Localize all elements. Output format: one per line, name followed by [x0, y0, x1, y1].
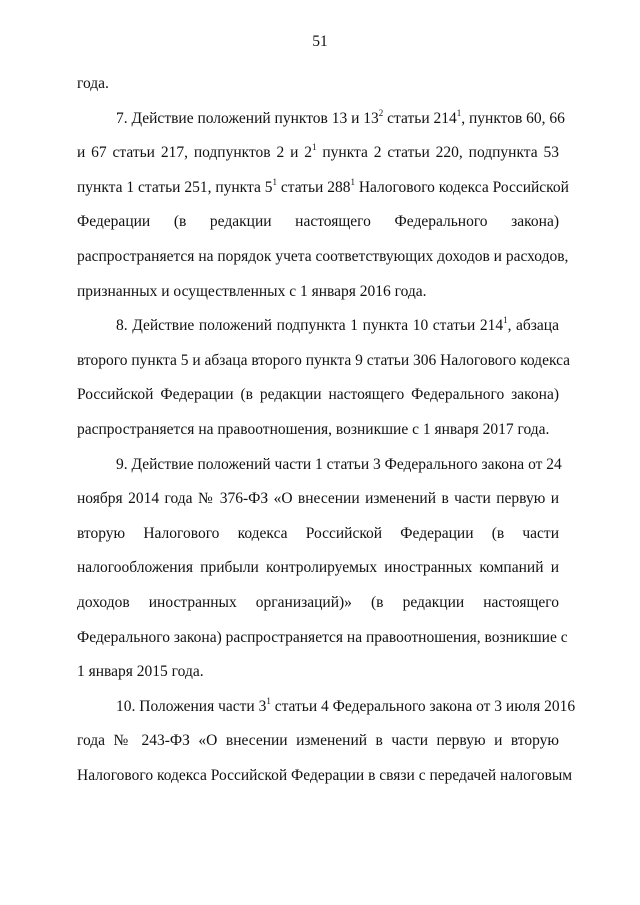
text-line: [77, 312, 559, 347]
text-run: Федерального закона) распространяется на правоотношения, возникшие с: [77, 628, 568, 646]
text-line: [77, 278, 559, 313]
superscript: 1: [456, 107, 462, 118]
text-run: статьи 288: [276, 178, 351, 196]
text-run: признанных и осуществленных с 1 января 2016 года.: [77, 282, 427, 300]
text-line: [77, 347, 571, 382]
superscript: 1: [266, 695, 271, 706]
text-line: [77, 208, 559, 243]
text-run: Налогового кодекса Российской Федерации в связи с передачей налоговым: [77, 766, 573, 784]
text-run: 8. Действие положений подпункта 1 пункта 10 статьи 214: [116, 317, 504, 335]
text-run: доходов иностранных организаций)» (в редакции настоящего: [77, 593, 559, 611]
superscript: 1: [272, 176, 277, 187]
text-line: [77, 139, 559, 174]
text-run: Налогового кодекса Российской: [354, 178, 569, 196]
text-run: распространяется на порядок учета соответствующих доходов и расходов,: [77, 247, 569, 265]
text-line: [77, 762, 573, 797]
page-number: 51: [312, 33, 328, 50]
text-line: [77, 658, 559, 693]
text-run: распространяется на правоотношения, возникшие с 1 января 2017 года.: [77, 420, 550, 438]
text-run: Федерации (в редакции настоящего Федерального закона): [77, 213, 559, 231]
text-run: Российской Федерации (в редакции настоящего Федерального закона): [77, 386, 559, 404]
text-run: и 67 статьи 217, подпунктов 2 и 2: [77, 144, 312, 162]
text-line: [77, 381, 559, 416]
text-run: ноября 2014 года № 376-ФЗ «О внесении изменений в части первую и: [77, 490, 559, 508]
text-line: [77, 451, 562, 486]
text-line: [77, 70, 559, 105]
text-line: [77, 589, 559, 624]
text-line: [77, 520, 559, 555]
superscript: 1: [350, 176, 355, 187]
text-run: 7. Действие положений пунктов 13 и 13: [116, 109, 379, 127]
text-line: [77, 105, 565, 140]
text-run: статьи 214: [383, 109, 457, 127]
document-body: [77, 70, 576, 796]
text-run: 1 января 2015 года.: [77, 663, 204, 681]
text-run: , пунктов 60, 66: [461, 109, 565, 127]
text-line: [77, 243, 569, 278]
text-line: [77, 554, 559, 589]
text-line: [77, 485, 559, 520]
text-run: статьи 4 Федерального закона от 3 июля 2016: [270, 697, 576, 715]
text-run: пункта 2 статьи 220, подпункта 53: [316, 144, 559, 162]
text-run: вторую Налогового кодекса Российской Федерации (в части: [77, 524, 559, 542]
superscript: 1: [503, 315, 508, 326]
text-run: , абзаца: [507, 317, 559, 335]
text-run: второго пункта 5 и абзаца второго пункта 9 статьи 306 Налогового кодекса: [77, 351, 571, 369]
text-run: пункта 1 статьи 251, пункта 5: [77, 178, 273, 196]
text-line: [77, 416, 559, 451]
superscript: 2: [378, 107, 384, 118]
text-run: года № 243-ФЗ «О внесении изменений в части первую и вторую: [77, 732, 559, 750]
text-line: [77, 693, 576, 728]
superscript: 1: [312, 142, 317, 153]
text-line: [77, 174, 569, 209]
text-run: 9. Действие положений части 1 статьи 3 Федерального закона от 24: [116, 455, 562, 473]
text-line: [77, 624, 568, 659]
text-run: 10. Положения части 3: [116, 697, 267, 715]
text-line: [77, 727, 559, 762]
text-run: налогообложения прибыли контролируемых иностранных компаний и: [77, 559, 559, 577]
text-run: года.: [77, 75, 109, 92]
